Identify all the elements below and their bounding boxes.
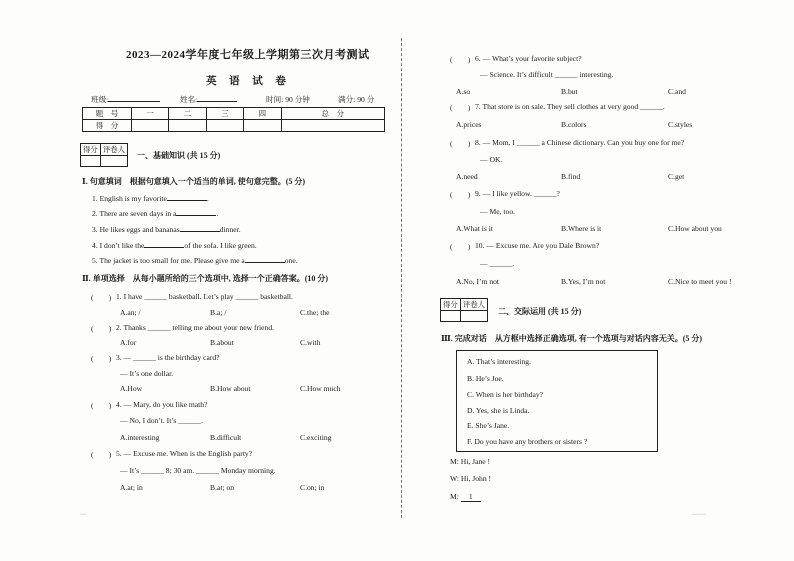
mc-substem: — Science. It’s difficult ______ interesting.	[480, 70, 614, 79]
scorer-box-2	[440, 298, 488, 322]
mc-substem: — ______.	[480, 259, 515, 268]
mc-option-a[interactable]: A.so	[456, 87, 471, 96]
info-line	[91, 94, 160, 105]
name-field[interactable]	[197, 101, 237, 102]
mc-option-c[interactable]: C.the; the	[300, 308, 330, 317]
mc-option-b[interactable]: B.about	[210, 338, 234, 347]
answer-paren[interactable]: ( )	[91, 401, 112, 410]
grader-label: 评卷人	[100, 144, 127, 156]
fill-item-3	[92, 225, 241, 234]
fill-item-text: 2. There are seven days in a	[92, 209, 177, 218]
fill-item-text: .	[206, 194, 209, 203]
mc-option-c[interactable]: C.on; in	[300, 483, 325, 492]
class-field[interactable]	[108, 101, 160, 102]
fill-blank[interactable]	[144, 247, 184, 248]
mc-stem: 10. — Excuse me. Are you Dale Brown?	[475, 241, 600, 250]
score-input-cell[interactable]	[206, 120, 243, 132]
dialog-option: F. Do you have any brothers or sisters ?	[467, 437, 588, 446]
mc-option-c[interactable]: C.exciting	[300, 433, 332, 442]
mc-option-c[interactable]: C.get	[668, 172, 685, 181]
score-cell: 得 分	[83, 120, 132, 132]
answer-paren[interactable]: ( )	[450, 55, 471, 64]
dialog-option: C. When is her birthday?	[467, 390, 543, 399]
scorer-label: 得分	[81, 144, 101, 156]
answer-paren[interactable]: ( )	[450, 103, 471, 112]
fill-item-text: 3. He likes eggs and bananas	[92, 225, 180, 234]
grader-input[interactable]	[460, 311, 487, 322]
mc-option-b[interactable]: B.a; /	[210, 308, 227, 317]
answer-paren[interactable]: ( )	[450, 190, 471, 199]
mc-option-c[interactable]: C.styles	[668, 120, 693, 129]
mc-substem: — It’s one dollar.	[120, 369, 174, 378]
page-divider	[401, 38, 402, 518]
mc-substem: — It’s ______ 8; 30 am. ______ Monday morning.	[120, 466, 276, 475]
fill-item-1	[92, 194, 209, 203]
mc-option-b[interactable]: B.but	[561, 87, 578, 96]
dialog-blank[interactable]	[461, 492, 481, 502]
fill-blank[interactable]	[176, 215, 216, 216]
fill-item-2	[92, 209, 218, 218]
mc-stem: 2. Thanks ______ telling me about your new friend.	[116, 323, 275, 332]
fill-item-text: 1. English is my favorite	[92, 194, 167, 203]
score-cell: 三	[206, 108, 243, 120]
scorer-box-1	[80, 143, 128, 167]
grader-label: 评卷人	[460, 299, 487, 311]
fill-item-4	[92, 241, 257, 250]
mc-stem: 8. — Mom, I ______ a Chinese dictionary. Can you buy one for me?	[475, 138, 685, 147]
mc-stem: 7. That store is on sale. They sell clothes at very good ______.	[475, 102, 665, 111]
score-table	[82, 107, 385, 132]
score-input-cell[interactable]	[281, 120, 385, 132]
mc-option-b[interactable]: B.Yes, I’m not	[561, 277, 606, 286]
dialog-line: M: Hi, Jane !	[450, 457, 491, 466]
footer-right: ·······	[692, 512, 706, 518]
score-table-score-row	[83, 120, 385, 132]
mc-option-c[interactable]: C.How about you	[668, 224, 722, 233]
score-cell: 题 号	[83, 108, 132, 120]
fill-blank[interactable]	[167, 200, 207, 201]
mc-substem: — No, I don’t. It’s ______.	[120, 416, 203, 425]
score-input-cell[interactable]	[244, 120, 281, 132]
scorer-input[interactable]	[81, 156, 101, 167]
mc-option-b[interactable]: B.find	[561, 172, 581, 181]
mc-option-b[interactable]: B.Where is it	[561, 224, 602, 233]
score-cell: 四	[244, 108, 281, 120]
section-I-heading: Ⅰ. 句意填词 根据句意填入一个适当的单词, 使句意完整。(5 分)	[82, 177, 306, 186]
mc-stem: 5. — Excuse me. When is the English party?	[116, 449, 253, 458]
score-cell: 一	[132, 108, 169, 120]
name-line	[180, 94, 237, 105]
mc-option-a[interactable]: A.at; in	[120, 483, 143, 492]
answer-paren[interactable]: ( )	[450, 139, 471, 148]
fill-item-5	[92, 256, 298, 265]
dialog-option: A. That’s interesting.	[467, 357, 531, 366]
mc-option-a[interactable]: A.interesting	[120, 433, 160, 442]
score-input-cell[interactable]	[169, 120, 206, 132]
time-label: 时间: 90 分钟	[266, 95, 310, 104]
dialog-blank-number: 1	[468, 492, 473, 501]
dialog-speaker: M:	[450, 492, 459, 501]
section-III-heading: Ⅲ. 完成对话 从方框中选择正确选项, 有一个选项与对话内容无关。(5 分)	[441, 334, 703, 343]
answer-paren[interactable]: ( )	[91, 293, 112, 302]
mc-stem: 1. I have ______ basketball. Let’s play ______ basketball.	[116, 292, 293, 301]
answer-paren[interactable]: ( )	[91, 354, 112, 363]
fill-item-text: 4. I don’t like the	[92, 241, 145, 250]
mc-option-b[interactable]: B.colors	[561, 120, 587, 129]
mc-stem: 3. — ______ is the birthday card?	[116, 353, 220, 362]
mc-option-b[interactable]: B.difficult	[210, 433, 242, 442]
dialog-option: D. Yes, she is Linda.	[467, 406, 530, 415]
name-label: 姓名:	[180, 95, 198, 104]
mc-option-b[interactable]: B.How about	[210, 384, 251, 393]
fill-item-text: dinner.	[219, 225, 241, 234]
mc-option-c[interactable]: C.Nice to meet you !	[668, 277, 732, 286]
fill-blank[interactable]	[245, 262, 285, 263]
section-II-heading: Ⅱ. 单项选择 从每小题所给的三个选项中, 选择一个正确答案。(10 分)	[82, 274, 329, 283]
mc-option-a[interactable]: A.an; /	[120, 308, 141, 317]
answer-paren[interactable]: ( )	[450, 242, 471, 251]
footer-left: ···	[80, 512, 86, 518]
mc-substem: — Me, too.	[480, 207, 516, 216]
dialog-line-3	[450, 492, 481, 502]
mc-option-c[interactable]: C.with	[300, 338, 321, 347]
score-table-header-row	[83, 108, 385, 120]
mc-stem: 9. — I like yellow. ______?	[475, 189, 560, 198]
mc-option-a[interactable]: A.How	[120, 384, 143, 393]
fill-item-text: .	[216, 209, 219, 218]
mc-substem: — OK.	[480, 155, 503, 164]
score-label: 满分: 90 分	[338, 95, 375, 104]
scorer-input[interactable]	[441, 311, 461, 322]
exam-subtitle: 英 语 试 卷	[206, 76, 291, 87]
fill-item-text: one.	[284, 256, 298, 265]
fill-blank[interactable]	[180, 231, 220, 232]
dialog-line: W: Hi, John !	[450, 474, 492, 483]
answer-paren[interactable]: ( )	[91, 450, 112, 459]
answer-paren[interactable]: ( )	[91, 324, 112, 333]
mc-option-b[interactable]: B.at; on	[210, 483, 235, 492]
mc-option-a[interactable]: A.No, I’m not	[456, 277, 500, 286]
mc-option-a[interactable]: A.What is it	[456, 224, 493, 233]
part1-heading: 一、基础知识 (共 15 分)	[137, 151, 221, 160]
grader-input[interactable]	[100, 156, 127, 167]
fill-item-text: of the sofa. I like green.	[184, 241, 257, 250]
mc-option-a[interactable]: A.for	[120, 338, 137, 347]
scorer-label: 得分	[441, 299, 461, 311]
mc-stem: 6. — What’s your favorite subject?	[475, 54, 582, 63]
dialog-option: B. He’s Joe.	[467, 374, 504, 383]
exam-title: 2023—2024学年度七年级上学期第三次月考测试	[126, 49, 370, 61]
score-input-cell[interactable]	[132, 120, 169, 132]
score-cell: 二	[169, 108, 206, 120]
fill-item-text: 5. The jacket is too small for me. Please give me a	[92, 256, 245, 265]
score-cell: 总 分	[281, 108, 385, 120]
class-label: 班级:	[91, 95, 109, 104]
mc-option-c[interactable]: C.and	[668, 87, 686, 96]
part2-heading: 二、交际运用 (共 15 分)	[498, 307, 582, 316]
mc-option-a[interactable]: A.prices	[456, 120, 482, 129]
mc-option-a[interactable]: A.need	[456, 172, 478, 181]
mc-option-c[interactable]: C.How much	[300, 384, 341, 393]
dialog-option: E. She’s Jane.	[467, 421, 510, 430]
mc-stem: 4. — Mary, do you like math?	[116, 400, 208, 409]
